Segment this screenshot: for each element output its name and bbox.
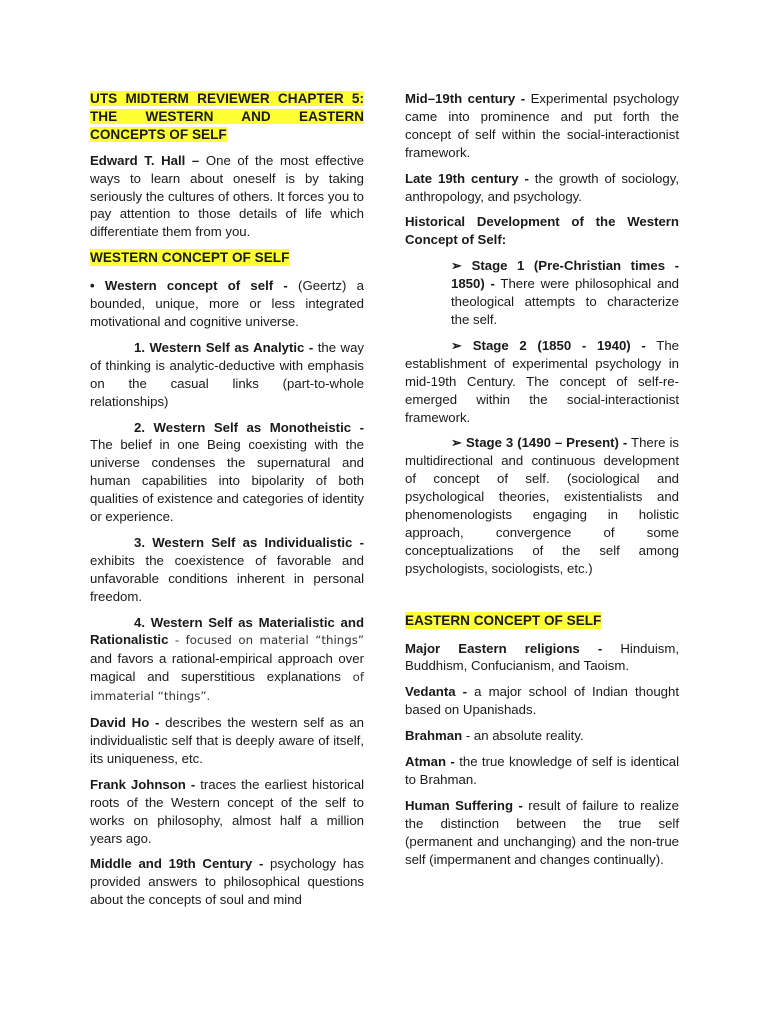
- middle-term: Middle and 19th Century -: [90, 856, 264, 872]
- western-monotheistic: [90, 419, 364, 526]
- atman-text: the true knowledge of self is identical to Brahman.: [405, 754, 680, 787]
- stage-text: The establishment of experimental psychology in mid-19th Century. The concept of self-re-emerged within the social-interactionist framework.: [405, 337, 679, 425]
- religions-paragraph: [405, 640, 679, 676]
- brahman-paragraph: [405, 727, 679, 745]
- item-text: The belief in one Being coexisting with the universe condenses the supernatural and human capabilities into bipolarity of both qualities of existence and categories of identity or experience.: [90, 437, 364, 525]
- ho-term: David Ho -: [90, 715, 160, 731]
- ho-text: describes the western self as an individualistic self that is deeply aware of itself, its uniqueness, etc.: [90, 715, 364, 766]
- item-text: the way of thinking is analytic-deductive with emphasis on the casual links (part-to-whole relationships): [90, 339, 364, 409]
- stage-term: ➢ Stage 1 (Pre-Christian times - 1850) -: [451, 258, 679, 292]
- item-text-light-2: of immaterial “things”.: [90, 670, 364, 704]
- atman-term: Atman -: [405, 754, 455, 770]
- middle-text: psychology has provided answers to philosophical questions about the concepts of soul and mind: [90, 856, 364, 908]
- western-analytic: [90, 339, 364, 411]
- ho-paragraph: [90, 714, 364, 768]
- stage-term: ➢ Stage 3 (1490 – Present) -: [451, 435, 628, 451]
- hall-paragraph: [90, 152, 364, 242]
- stage-1: [405, 257, 679, 329]
- brahman-term: Brahman: [405, 728, 463, 744]
- western-definition: [90, 277, 364, 331]
- vedanta-term: Vedanta -: [405, 684, 468, 700]
- johnson-paragraph: [90, 776, 364, 848]
- mid19-paragraph: [405, 90, 679, 162]
- suffering-text: result of failure to realize the distinction between the true self (permanent and unchanging) and the non-true self (impermanent and changes continually).: [405, 797, 679, 867]
- suffering-term: Human Suffering -: [405, 797, 523, 813]
- item-text: and favors a rational-empirical approach over magical and superstitious explanations: [90, 651, 364, 685]
- item-text-light: - focused on material “things”: [168, 633, 364, 648]
- johnson-term: Frank Johnson -: [90, 776, 196, 792]
- johnson-text: traces the earliest historical roots of the Western concept of the self to works on philosophy, almost half a million years ago.: [90, 776, 364, 846]
- vedanta-paragraph: [405, 683, 679, 719]
- stage-text: There is multidirectional and continuous development of concept of self. (sociological and psychological theories, existentialists and phenomenologists engaging in holistic approach, convergence of some conceptualizations of the self among psychologists, sociologists, etc.): [405, 435, 679, 576]
- eastern-heading: EASTERN CONCEPT OF SELF: [405, 612, 602, 628]
- item-term: 3. Western Self as Individualistic -: [134, 534, 364, 550]
- mid19-term: Mid–19th century -: [405, 91, 526, 106]
- right-column: [405, 90, 679, 877]
- brahman-text: - an absolute reality.: [462, 728, 584, 744]
- stage-2: [405, 337, 679, 427]
- late19-paragraph: [405, 170, 679, 206]
- hall-term: Edward T. Hall –: [90, 152, 200, 168]
- western-materialistic: [90, 614, 364, 707]
- item-term: 2. Western Self as Monotheistic -: [134, 419, 364, 435]
- religions-term: Major Eastern religions -: [405, 640, 603, 656]
- document-title: UTS MIDTERM REVIEWER CHAPTER 5: THE WESTERN AND EASTERN CONCEPTS OF SELF: [90, 91, 364, 142]
- stage-3: [405, 434, 679, 577]
- middle-century-paragraph: [90, 855, 364, 909]
- late19-text: the growth of sociology, anthropology, and psychology.: [405, 170, 679, 204]
- hall-text: One of the most effective ways to learn about oneself is by taking seriously the cultures of others. It forces you to pay attention to those details of life which differentiate them from you.: [90, 152, 365, 240]
- item-term: 1. Western Self as Analytic -: [134, 339, 314, 355]
- religions-text: Hinduism, Buddhism, Confucianism, and Taoism.: [405, 640, 679, 674]
- atman-paragraph: [405, 753, 679, 789]
- historical-heading: Historical Development of the Western Concept of Self:: [405, 214, 679, 248]
- stage-text: There were philosophical and theological attempts to characterize the self.: [451, 276, 679, 327]
- item-text: exhibits the coexistence of favorable and unfavorable conditions inherent in personal freedom.: [90, 552, 364, 604]
- left-column: [90, 90, 364, 917]
- late19-term: Late 19th century -: [405, 170, 529, 186]
- vedanta-text: a major school of Indian thought based on Upanishads.: [405, 684, 679, 718]
- western-def-text: (Geertz) a bounded, unique, more or less integrated motivational and cognitive universe.: [90, 278, 364, 329]
- suffering-paragraph: [405, 797, 679, 869]
- stage-term: ➢ Stage 2 (1850 - 1940) -: [451, 337, 646, 353]
- western-heading: WESTERN CONCEPT OF SELF: [90, 250, 290, 266]
- western-def-term: • Western concept of self -: [90, 278, 288, 294]
- western-individualistic: [90, 534, 364, 606]
- spacer: [405, 586, 679, 606]
- mid19-text: Experimental psychology came into prominence and put forth the concept of self within the social-interactionist framework.: [405, 91, 679, 160]
- item-term: 4. Western Self as Materialistic and Rationalistic: [90, 614, 364, 648]
